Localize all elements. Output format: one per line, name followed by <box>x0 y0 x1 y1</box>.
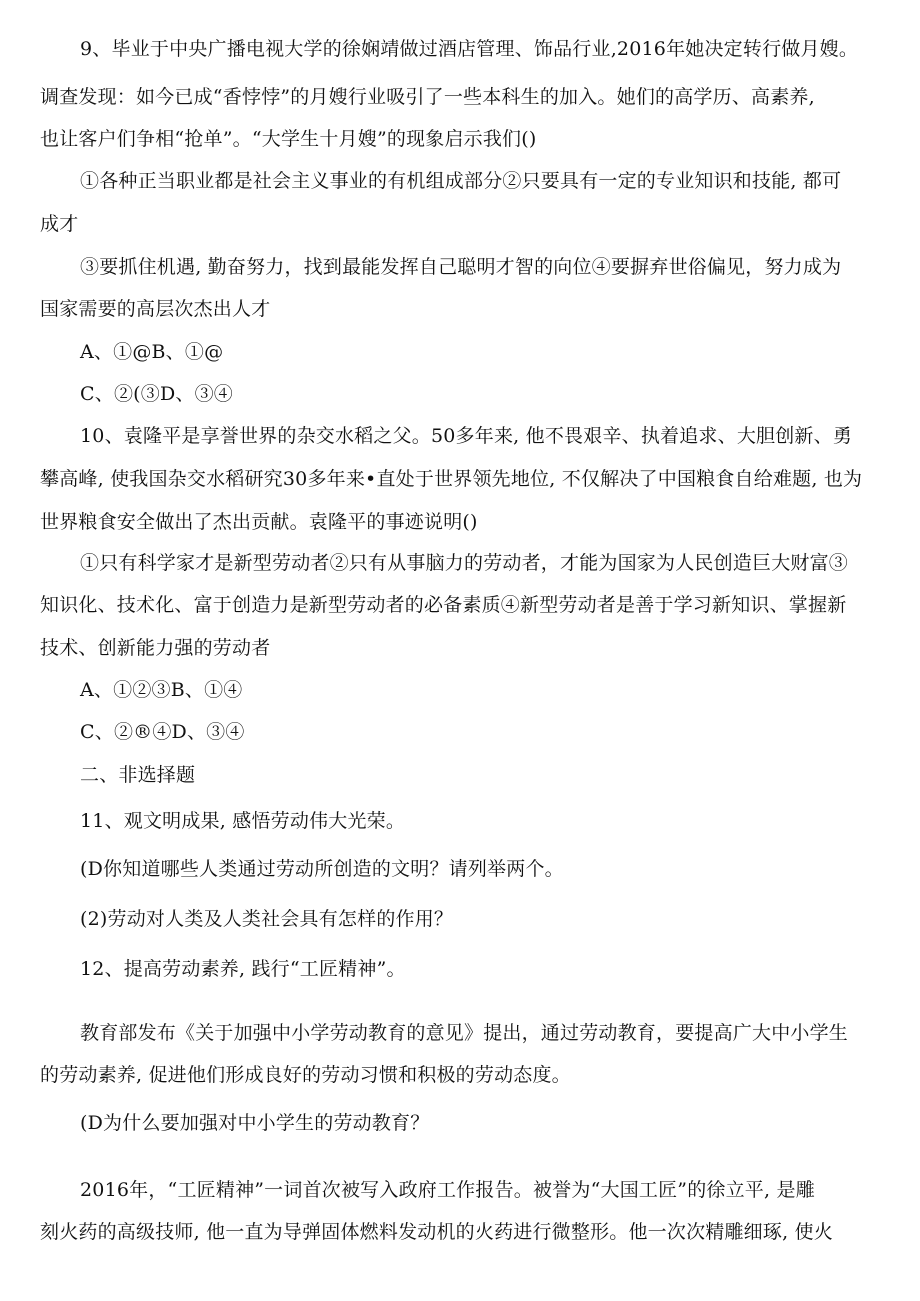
q10-statement-line-3: 技术、创新能力强的劳动者 <box>40 637 271 659</box>
q10-option-cd: C、②®④D、③④ <box>80 721 245 743</box>
q10-statement-line-1: ①只有科学家才是新型劳动者②只有从事脑力的劳动者，才能为国家为人民创造巨大财富③ <box>80 552 849 574</box>
q11-sub-question-1: (D你知道哪些人类通过劳动所创造的文明？请列举两个。 <box>80 858 564 880</box>
q11-title: 11、观文明成果, 感悟劳动伟大光荣。 <box>80 810 406 832</box>
q10-statement-line-2: 知识化、技术化、富于创造力是新型劳动者的必备素质④新型劳动者是善于学习新知识、掌握新 <box>40 594 847 616</box>
q12-material-1-line-1: 教育部发布《关于加强中小学劳动教育的意见》提出，通过劳动教育，要提高广大中小学生 <box>80 1022 849 1044</box>
q9-option-ab: A、①@B、①@ <box>80 341 224 363</box>
q9-stem-line-3: 也让客户们争相“抢单”。“大学生十月嫂”的现象启示我们() <box>40 128 537 150</box>
q9-stem-line-1: 9、毕业于中央广播电视大学的徐娴靖做过酒店管理、饰品行业,2016年她决定转行做月嫂。 <box>80 38 859 60</box>
q10-stem-line-3: 世界粮食安全做出了杰出贡献。袁隆平的事迹说明() <box>40 511 478 533</box>
q12-material-2-line-1: 2016年，“工匠精神”一词首次被写入政府工作报告。被誉为“大国工匠”的徐立平, 是雕 <box>80 1179 815 1201</box>
q9-statement-line-2: 成才 <box>40 213 79 235</box>
q9-option-cd: C、②(③D、③④ <box>80 383 233 405</box>
q10-stem-line-1: 10、袁隆平是享誉世界的杂交水稻之父。50多年来, 他不畏艰辛、执着追求、大胆创新、勇 <box>80 425 853 447</box>
q12-material-1-line-2: 的劳动素养, 促进他们形成良好的劳动习惯和积极的劳动态度。 <box>40 1064 571 1086</box>
q9-statement-line-4: 国家需要的高层次杰出人才 <box>40 298 271 320</box>
q12-sub-question-1: (D为什么要加强对中小学生的劳动教育？ <box>80 1112 430 1134</box>
q9-statement-line-1: ①各种正当职业都是社会主义事业的有机组成部分②只要具有一定的专业知识和技能, 都可 <box>80 170 842 192</box>
q9-stem-line-2: 调查发现：如今已成“香悖悖”的月嫂行业吸引了一些本科生的加入。她们的高学历、高素养, <box>40 86 815 108</box>
q10-stem-line-2: 攀高峰, 使我国杂交水稻研究30多年来•直处于世界领先地位, 不仅解决了中国粮食自给难题, 也为 <box>40 468 863 490</box>
q12-title: 12、提高劳动素养, 践行“工匠精神”。 <box>80 958 406 980</box>
q9-statement-line-3: ③要抓住机遇, 勤奋努力，找到最能发挥自己聪明才智的向位④要摒弃世俗偏见，努力成为 <box>80 256 842 278</box>
q10-option-ab: A、①②③B、①④ <box>80 679 243 701</box>
q11-sub-question-2: (2)劳动对人类及人类社会具有怎样的作用？ <box>80 908 454 930</box>
q12-material-2-line-2: 刻火药的高级技师, 他一直为导弹固体燃料发动机的火药进行微整形。他一次次精雕细琢, 使火 <box>40 1221 833 1243</box>
section-title: 二、非选择题 <box>80 764 196 786</box>
